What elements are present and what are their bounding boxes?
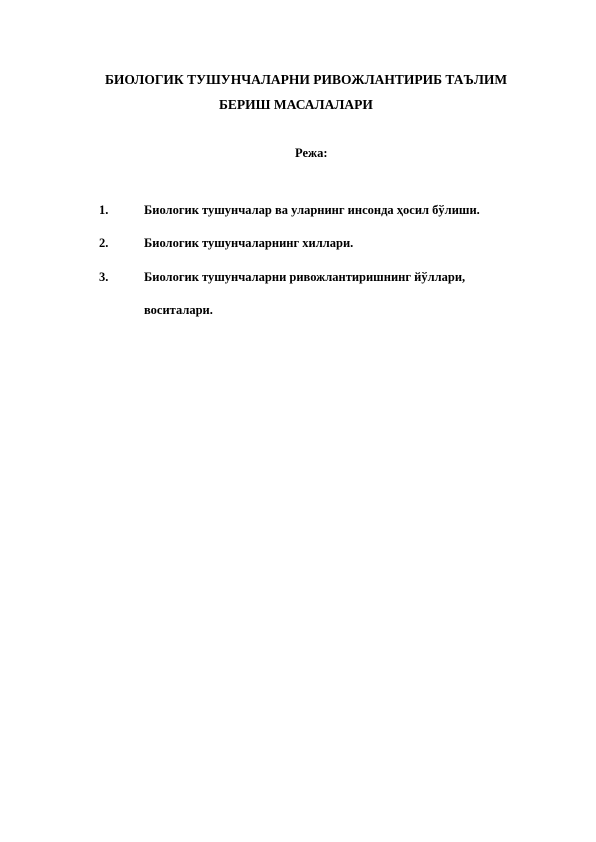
list-item-continuation: воситалари. (144, 303, 213, 317)
list-item-text: Биологик тушунчалар ва уларнинг инсонда ҳосил бўлиши. (144, 203, 480, 217)
list-item-text: Биологик тушунчаларни ривожлантиришнинг йўллари, (144, 270, 466, 284)
list-item-number: 3. (99, 270, 109, 284)
document-title-line-2: БЕРИШ МАСАЛАЛАРИ (219, 97, 373, 112)
list-item-number: 2. (99, 236, 109, 250)
list-item-number: 1. (99, 203, 109, 217)
list-item-text: Биологик тушунчаларнинг хиллари. (144, 236, 354, 250)
document-title-line-1: БИОЛОГИК ТУШУНЧАЛАРНИ РИВОЖЛАНТИРИБ ТАЪЛИМ (105, 72, 508, 87)
plan-heading: Режа: (295, 146, 328, 160)
